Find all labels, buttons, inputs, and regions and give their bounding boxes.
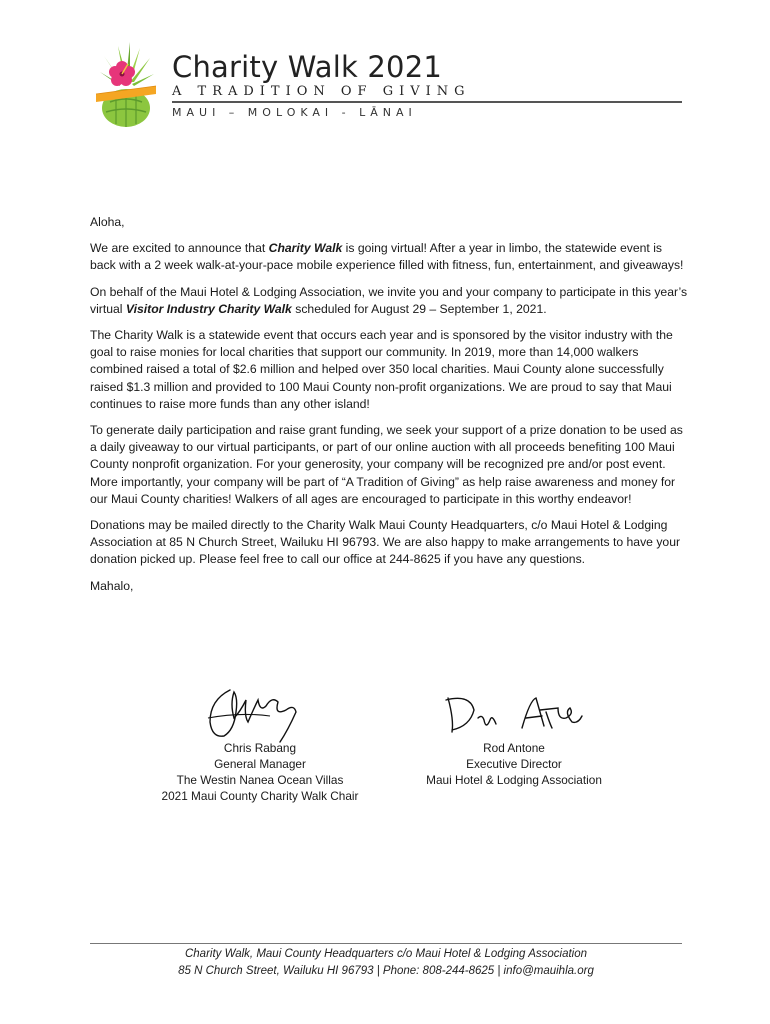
footer-line-1: Charity Walk, Maui County Headquarters c/o Maui Hotel & Lodging Association xyxy=(184,948,588,960)
islands-subtitle: MAUI – MOLOKAI - LĀNAI xyxy=(172,106,417,119)
signatory-title: Executive Director xyxy=(466,757,562,771)
header-divider xyxy=(172,101,682,103)
signatory-block-right xyxy=(404,740,624,788)
paragraph-1-text-cont: is going virtual! After a year in limbo, the statewide event is back with a 2 week walk-at-your-pace mobile experience filled with fitness, fun, entertainment, and giveaways! xyxy=(90,241,684,273)
signatory-org: Maui Hotel & Lodging Association xyxy=(426,773,602,787)
signatory-title: General Manager xyxy=(214,757,306,771)
paragraph-4: To generate daily participation and raise grant funding, we seek your support of a prize donation to be used as a daily giveaway to our virtual participants, or part of our online auction with all proceeds benefiting 100 Maui County nonprofit organization. For your generosity, your company will be recognized pre and/or post event. More importantly, your company will be part of “A Tradition of Giving” as help raise awareness and money for our Maui County charities! Walkers of all ages are encouraged to participate in this worthy endeavor! xyxy=(90,423,683,506)
page-title: Charity Walk 2021 xyxy=(172,50,442,84)
letter-body xyxy=(90,214,690,604)
signature-rod-antone xyxy=(440,690,590,740)
paragraph-2-text: On behalf of the Maui Hotel & Lodging Association, we invite you and your company to participate in this year’s virtual xyxy=(90,284,688,316)
signatory-role: 2021 Maui County Charity Walk Chair xyxy=(161,789,359,803)
paragraph-1 xyxy=(90,240,690,274)
paragraph-3: The Charity Walk is a statewide event that occurs each year and is sponsored by the visitor industry with the goal to raise monies for local charities that support our community. In 2019, more than 14,000 walkers combined raised a total of $2.6 million and helped over 350 local charities. Maui County alone successfully raised $1.3 million and provided to 100 Maui County non-profit organizations. We are proud to say that Maui continues to raise more funds than any other island! xyxy=(90,328,673,411)
closing: Mahalo, xyxy=(90,578,134,593)
paragraph-1-text: We are excited to announce that xyxy=(90,241,269,256)
paragraph-2-text-cont: scheduled for August 29 – September 1, 2021. xyxy=(291,301,547,316)
paragraph-5: Donations may be mailed directly to the Charity Walk Maui County Headquarters, c/o Maui Hotel & Lodging Association at 85 N Church Street, Wailuku HI 96793. We are also happy to make arrangements to have your donation picked up. Please feel free to call our office at 244-8625 if you have any questions. xyxy=(90,518,681,567)
charity-walk-emphasis: Charity Walk xyxy=(268,241,343,256)
signature-chris-rabang xyxy=(200,682,310,746)
signatory-name: Chris Rabang xyxy=(223,741,297,755)
charity-walk-logo-icon xyxy=(90,40,162,130)
signatory-org: The Westin Nanea Ocean Villas xyxy=(176,773,344,787)
signatory-name: Rod Antone xyxy=(483,741,545,755)
paragraph-2 xyxy=(90,284,690,318)
footer-line-2: 85 N Church Street, Wailuku HI 96793 | Phone: 808-244-8625 | info@mauihla.org xyxy=(178,965,594,977)
footer-divider xyxy=(90,943,682,944)
footer xyxy=(90,946,682,980)
event-name-emphasis: Visitor Industry Charity Walk xyxy=(125,301,292,316)
tagline: A TRADITION OF GIVING xyxy=(172,84,471,99)
signatory-block-left xyxy=(150,740,370,804)
greeting: Aloha, xyxy=(90,215,125,229)
